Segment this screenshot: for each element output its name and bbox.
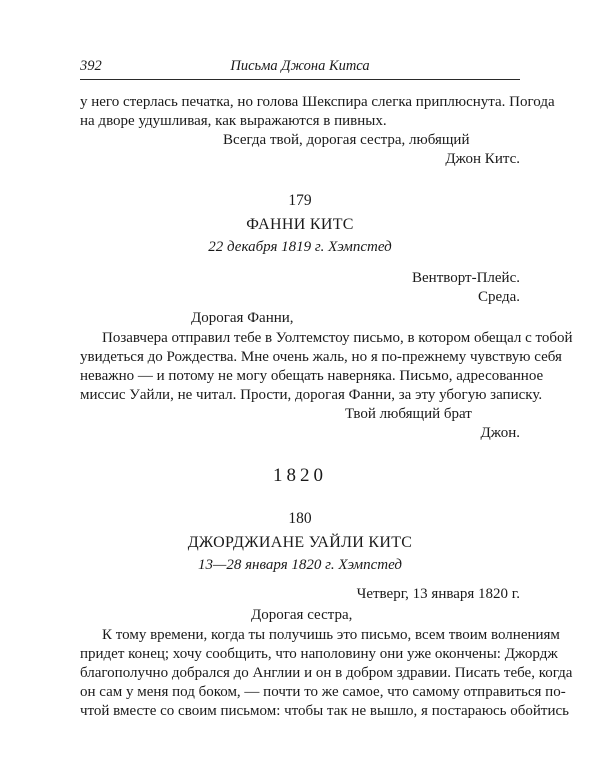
signature: Джон. bbox=[480, 425, 520, 441]
header-rule bbox=[80, 79, 520, 80]
text-line: миссис Уайли, не читал. Прости, дорогая Фанни, за эту убогую записку. bbox=[80, 387, 543, 403]
text-line: неважно — и потому не могу обещать наверняка. Письмо, адресованное bbox=[80, 368, 544, 384]
letter-addressee: ФАННИ КИТС bbox=[246, 216, 354, 233]
closing-line: Всегда твой, дорогая сестра, любящий bbox=[223, 132, 470, 148]
letter-date-place: 13—28 января 1820 г. Хэмпстед bbox=[198, 557, 402, 573]
running-header bbox=[80, 58, 520, 78]
text-line: увидеться до Рождества. Мне очень жаль, но я по-прежнему чувствую себя bbox=[80, 349, 562, 365]
letter-number: 179 bbox=[288, 192, 312, 209]
address-line: Среда. bbox=[477, 289, 520, 305]
page-number: 392 bbox=[80, 58, 102, 74]
letter-number: 180 bbox=[288, 510, 312, 527]
text-line: К тому времени, когда ты получишь это письмо, всем твоим волнениям bbox=[102, 627, 560, 643]
book-page bbox=[80, 0, 573, 765]
text-line: благополучно добрался до Англии и он в добром здравии. Писать тебе, когда bbox=[80, 665, 573, 681]
text-line: чтой вместе со своим письмом: чтобы так не вышло, я постараюсь обойтись bbox=[80, 703, 570, 719]
running-title: Письма Джона Китса bbox=[230, 58, 370, 74]
text-line: на дворе удушливая, как выражаются в пивных. bbox=[80, 113, 387, 129]
text-line: Позавчера отправил тебе в Уолтемстоу письмо, в котором обещал с тобой bbox=[102, 330, 573, 346]
salutation: Дорогая Фанни, bbox=[191, 310, 294, 326]
address-line: Вентворт-Плейс. bbox=[412, 270, 520, 286]
year-heading: 1820 bbox=[273, 465, 327, 486]
letter-addressee: ДЖОРДЖИАНЕ УАЙЛИ КИТС bbox=[187, 534, 413, 551]
dateline: Четверг, 13 января 1820 г. bbox=[356, 586, 520, 602]
letter-date-place: 22 декабря 1819 г. Хэмпстед bbox=[208, 239, 392, 255]
text-line: он сам у меня под боком, — почти то же самое, что самому отправиться по- bbox=[80, 684, 566, 700]
salutation: Дорогая сестра, bbox=[251, 607, 353, 623]
text-line: у него стерлась печатка, но голова Шекспира слегка приплюснута. Погода bbox=[80, 94, 555, 110]
text-line: придет конец; хочу сообщить, что наполовину они уже окончены: Джордж bbox=[80, 646, 558, 662]
signature: Джон Китс. bbox=[445, 151, 520, 167]
closing-line: Твой любящий брат bbox=[345, 406, 472, 422]
